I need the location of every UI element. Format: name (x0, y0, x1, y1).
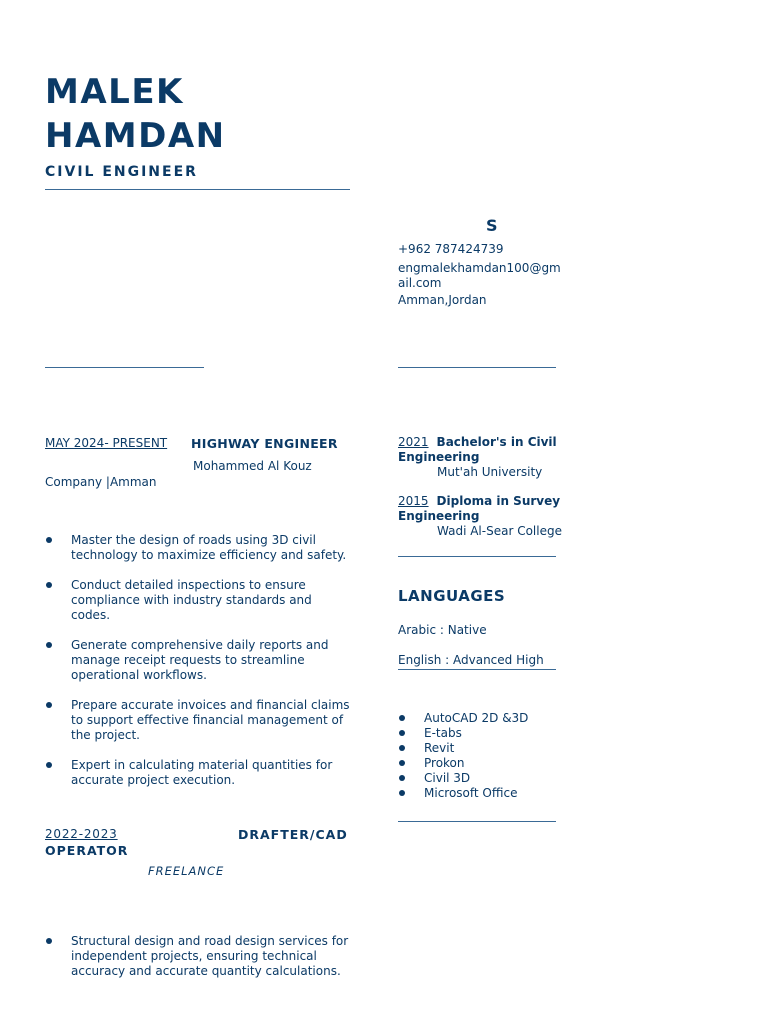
bullet-text: Master the design of roads using 3D civil technology to maximize efficiency and safety. (71, 533, 347, 562)
language-item: English : Advanced High (398, 653, 544, 667)
bullet-icon (399, 760, 405, 766)
education-degree: Bachelor's in Civil Engineering (398, 435, 557, 464)
header-divider (45, 189, 350, 190)
job-title-header: CIVIL ENGINEER (45, 164, 198, 180)
education-school: Wadi Al-Sear College (437, 524, 562, 538)
contact-divider (398, 367, 556, 368)
job-title: DRAFTER/CAD (238, 827, 348, 842)
list-item (398, 711, 528, 726)
bullet-icon (399, 790, 405, 796)
list-item (398, 786, 528, 801)
bullet-icon (46, 642, 52, 648)
skills-divider (398, 821, 556, 822)
list-item (398, 756, 528, 771)
bullet-icon (399, 730, 405, 736)
list-item (45, 533, 351, 563)
bullet-icon (46, 702, 52, 708)
education-item (398, 435, 568, 465)
skill-text: Prokon (424, 756, 465, 770)
job-title: HIGHWAY ENGINEER (191, 436, 338, 451)
languages-heading: LANGUAGES (398, 587, 506, 605)
list-item (398, 741, 528, 756)
job-title-continued: OPERATOR (45, 843, 129, 858)
bullet-text: Expert in calculating material quantities for accurate project execution. (71, 758, 333, 787)
job-bullets (45, 934, 351, 994)
job-dates: MAY 2024- PRESENT (45, 436, 168, 450)
bullet-icon (399, 775, 405, 781)
first-name: MALEK (45, 72, 184, 112)
skills-list (398, 711, 528, 801)
education-item (398, 494, 568, 524)
education-year: 2021 (398, 435, 429, 449)
list-item (45, 758, 351, 788)
resume-name (45, 70, 226, 158)
education-year: 2015 (398, 494, 429, 508)
contact-email: engmalekhamdan100@gmail.com (398, 261, 561, 290)
bullet-icon (46, 938, 52, 944)
list-item (398, 771, 528, 786)
list-item (45, 934, 351, 979)
languages-divider (398, 669, 556, 670)
language-item: Arabic : Native (398, 623, 487, 637)
last-name: HAMDAN (45, 116, 226, 156)
education-degree: Diploma in Survey Engineering (398, 494, 561, 523)
job-dates: 2022-2023 (45, 827, 118, 841)
company-name: Mohammed Al Kouz (193, 459, 312, 473)
skill-text: Revit (424, 741, 455, 755)
list-item (45, 698, 351, 743)
contact-phone: +962 787424739 (398, 242, 504, 256)
contact-heading: S (486, 216, 498, 235)
bullet-text: Generate comprehensive daily reports and manage receipt requests to streamline operational workflows. (71, 638, 329, 682)
company-name: FREELANCE (148, 864, 225, 878)
bullet-text: Prepare accurate invoices and financial claims to support effective financial management of the project. (71, 698, 350, 742)
left-divider (45, 367, 204, 368)
skill-text: E-tabs (424, 726, 462, 740)
list-item (45, 638, 351, 683)
job-bullets (45, 533, 351, 803)
bullet-icon (399, 745, 405, 751)
bullet-text: Structural design and road design services for independent projects, ensuring technical accuracy and accurate quantity calculations. (71, 934, 349, 978)
skill-text: AutoCAD 2D &3D (424, 711, 529, 725)
bullet-icon (399, 715, 405, 721)
education-school: Mut'ah University (437, 465, 543, 479)
bullet-text: Conduct detailed inspections to ensure compliance with industry standards and codes. (71, 578, 312, 622)
bullet-icon (46, 537, 52, 543)
company-location: Company |Amman (45, 475, 157, 489)
education-divider (398, 556, 556, 557)
skill-text: Civil 3D (424, 771, 471, 785)
contact-location: Amman,Jordan (398, 293, 487, 307)
list-item (45, 578, 351, 623)
list-item (398, 726, 528, 741)
skill-text: Microsoft Office (424, 786, 518, 800)
bullet-icon (46, 582, 52, 588)
bullet-icon (46, 762, 52, 768)
